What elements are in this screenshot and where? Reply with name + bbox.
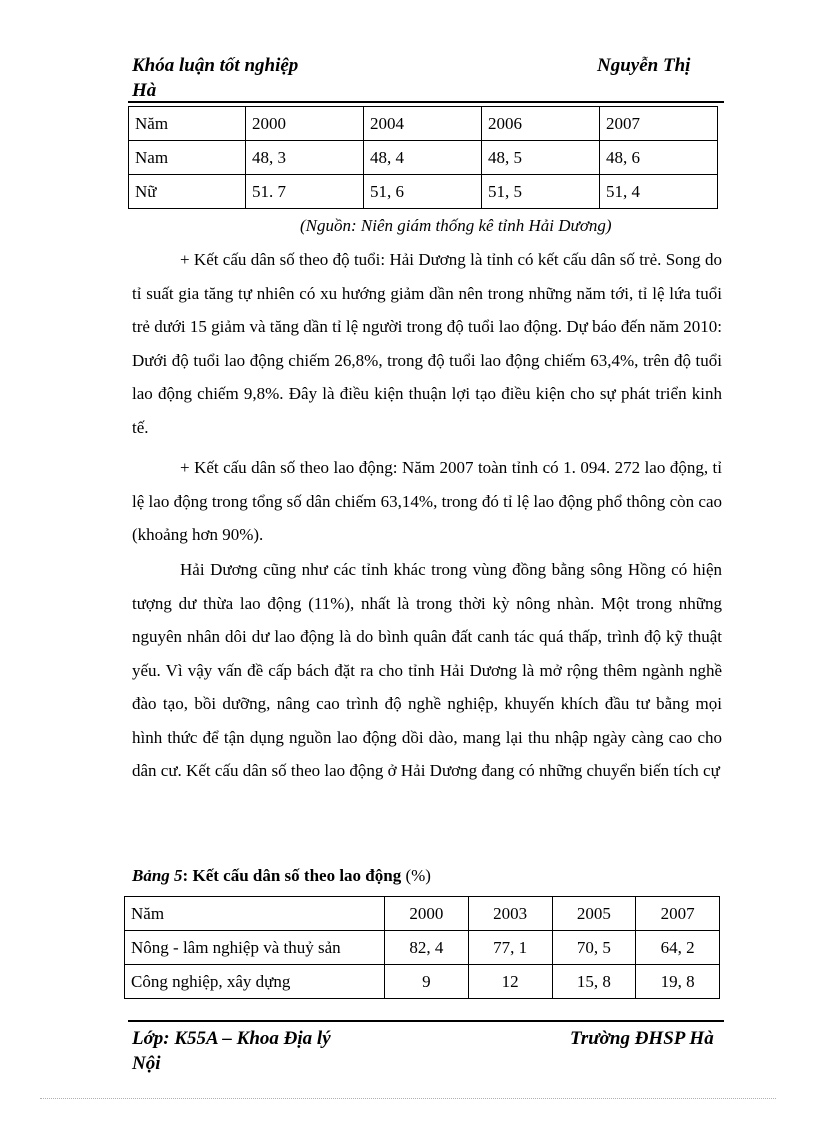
labor-structure-table	[124, 896, 720, 999]
header-left-line1: Khóa luận tốt nghiệp	[132, 55, 299, 76]
caption-label: Bảng 5	[132, 866, 183, 885]
page-bottom-dotted-line	[40, 1098, 776, 1099]
table-cell: 77, 1	[468, 931, 552, 965]
table-cell: 70, 5	[552, 931, 636, 965]
table-row	[129, 107, 718, 141]
table-cell: 2007	[599, 107, 717, 141]
table-source-note: (Nguồn: Niên giám thống kê tỉnh Hải Dương)	[300, 216, 612, 235]
table-cell: 51, 4	[599, 175, 717, 209]
table-cell: 48, 4	[363, 141, 481, 175]
table-cell: 51. 7	[246, 175, 364, 209]
table-row	[125, 897, 720, 931]
table-cell: 2005	[552, 897, 636, 931]
table-cell: Năm	[125, 897, 385, 931]
table-cell: 2004	[363, 107, 481, 141]
table-cell: 12	[468, 965, 552, 999]
table-cell: 2000	[246, 107, 364, 141]
table-cell: Nam	[129, 141, 246, 175]
footer-left-line1: Lớp: K55A – Khoa Địa lý	[132, 1028, 331, 1049]
footer-school: Trường ĐHSP Hà	[570, 1028, 714, 1049]
table-cell: 19, 8	[636, 965, 720, 999]
header-author: Nguyễn Thị	[597, 55, 691, 76]
caption-unit: (%)	[401, 866, 431, 885]
caption-separator: :	[182, 866, 189, 885]
footer-class	[132, 1026, 331, 1076]
table-cell: 82, 4	[385, 931, 469, 965]
paragraph-text: + Kết cấu dân số theo độ tuổi: Hải Dương là tỉnh có kết cấu dân số trẻ. Song do tỉ suất gia tăng tự nhiên có xu hướng giảm dần nên trong những năm tới, tỉ lệ lứa tuổi trẻ dưới 15 giảm và tăng dần tỉ lệ người trong độ tuổi lao động. Dự báo đến năm 2010: Dưới độ tuổi lao động chiếm 26,8%, trong độ tuổi lao động chiếm 63,4%, trên độ tuổi lao động chiếm 9,8%. Đây là điều kiện thuận lợi tạo điều kiện cho sự phát triển kinh tế.	[132, 250, 722, 437]
table-cell: 2006	[481, 107, 599, 141]
table-cell: 15, 8	[552, 965, 636, 999]
table-row	[129, 141, 718, 175]
header-title	[132, 53, 298, 103]
table-row	[129, 175, 718, 209]
footer-divider	[128, 1020, 724, 1022]
caption-title: Kết cấu dân số theo lao động	[188, 866, 402, 885]
table-cell: 64, 2	[636, 931, 720, 965]
paragraph-labor-structure	[132, 451, 722, 552]
table-row	[125, 931, 720, 965]
table-cell: 51, 5	[481, 175, 599, 209]
header-left-line2: Hà	[132, 80, 157, 101]
footer-left-line2: Nội	[132, 1053, 161, 1074]
table-caption	[132, 866, 431, 886]
table-cell: 2007	[636, 897, 720, 931]
table-cell: 9	[385, 965, 469, 999]
paragraph-age-structure	[132, 243, 722, 444]
header-divider	[128, 101, 724, 103]
table-cell: Năm	[129, 107, 246, 141]
table-cell: 2000	[385, 897, 469, 931]
paragraph-text: Hải Dương cũng như các tỉnh khác trong vùng đồng bằng sông Hồng có hiện tượng dư thừa lao động (11%), nhất là trong thời kỳ nông nhàn. Một trong những nguyên nhân dôi dư lao động là do bình quân đất canh tác quá thấp, trình độ kỹ thuật yếu. Vì vậy vấn đề cấp bách đặt ra cho tỉnh Hải Dương là mở rộng thêm ngành nghề đào tạo, bồi dưỡng, nâng cao trình độ nghề nghiệp, khuyến khích đầu tư bằng mọi hình thức để tận dụng nguồn lao động dồi dào, mang lại thu nhập ngày càng cao cho dân cư. Kết cấu dân số theo lao động ở Hải Dương đang có những chuyển biến tích cự	[132, 560, 722, 780]
table-cell: 48, 3	[246, 141, 364, 175]
table-cell: 51, 6	[363, 175, 481, 209]
table-cell: 48, 5	[481, 141, 599, 175]
table-cell: Công nghiệp, xây dựng	[125, 965, 385, 999]
table-cell: 48, 6	[599, 141, 717, 175]
gender-table	[128, 106, 718, 209]
table-cell: Nông - lâm nghiệp và thuỷ sản	[125, 931, 385, 965]
table-cell: 2003	[468, 897, 552, 931]
paragraph-text: + Kết cấu dân số theo lao động: Năm 2007 toàn tỉnh có 1. 094. 272 lao động, tỉ lệ lao động trong tổng số dân chiếm 63,14%, trong đó tỉ lệ lao động phổ thông còn cao (khoảng hơn 90%).	[132, 458, 722, 544]
paragraph-labor-surplus	[132, 553, 722, 788]
table-cell: Nữ	[129, 175, 246, 209]
table-row	[125, 965, 720, 999]
